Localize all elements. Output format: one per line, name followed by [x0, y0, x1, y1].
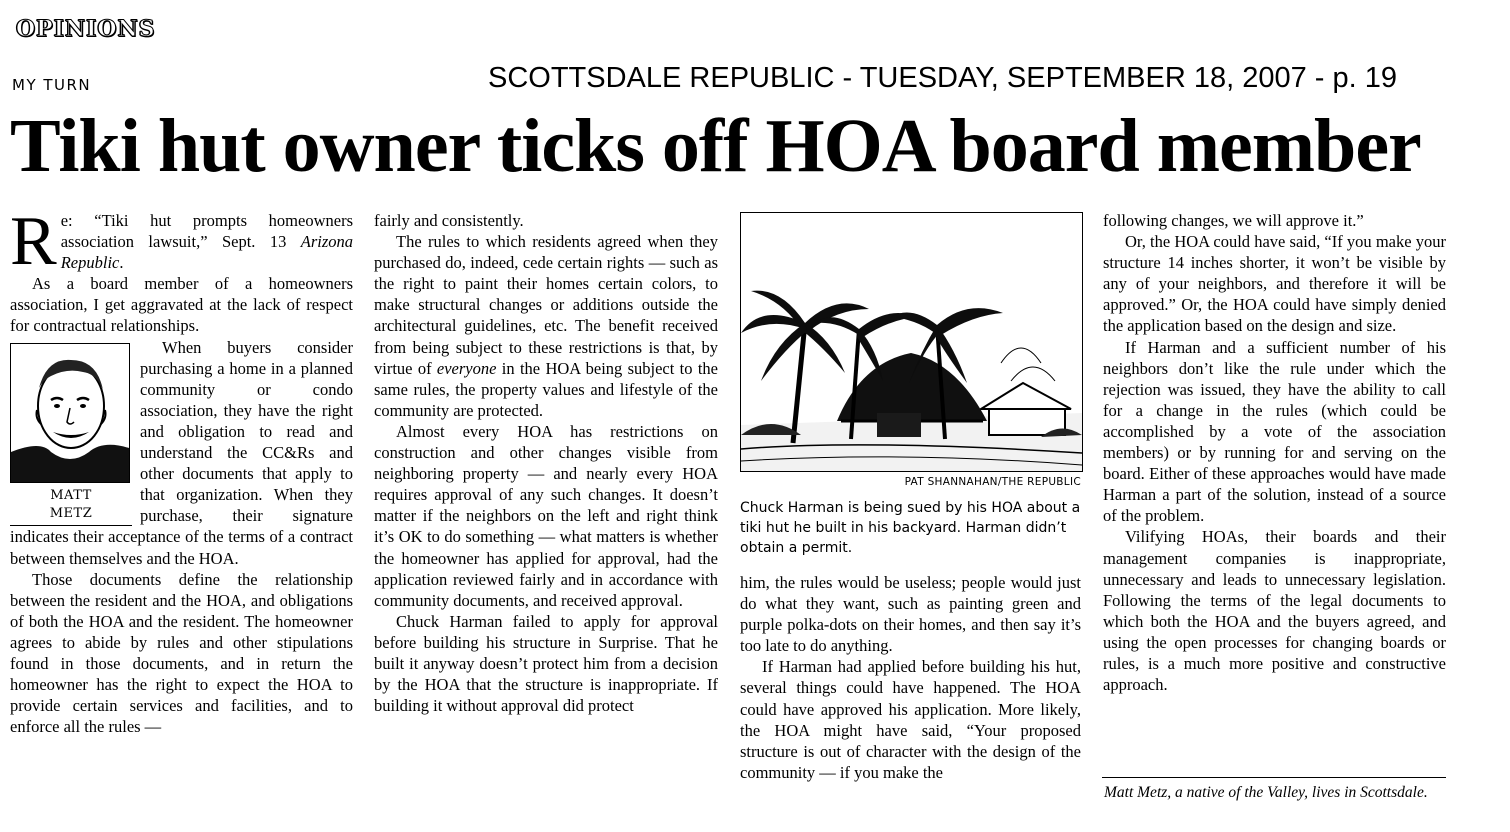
article-paragraph-3: Those documents define the relationship between the resident and the HOA, and obligations of both the HOA and the resident. The homeowner agrees to abide by rules and other stipulations found in those documents, and in return the homeowner has the right to expect the HOA to provide certain services and facilities, and to enforce all the rules —: [10, 569, 353, 737]
lead-publication: Arizona Republic: [60, 232, 353, 273]
paragraph-4-text: The rules to which residents agreed when they purchased do, indeed, cede certain rights — such as the right to paint their homes certain colors, to make structural changes or additions outside the architectural guidelines, etc. The benefit received from being subject to these restrictions is that, by virtue of: [374, 232, 718, 378]
bio-divider: [1102, 777, 1446, 778]
article-column-1: [10, 203, 353, 737]
lead-end: .: [119, 253, 124, 273]
headline: Tiki hut owner ticks off HOA board member: [10, 104, 1421, 188]
photo-caption: Chuck Harman is being sued by his HOA about a tiki hut he built in his backyard. Harman didn’t obtain a permit.: [740, 500, 1081, 556]
photo-credit: PAT SHANNAHAN/THE REPUBLIC: [904, 476, 1081, 488]
article-paragraph-7: If Harman had applied before building his hut, several things could have happened. The HOA could have approved his application. More likely, the HOA might have said, “Your proposed structure is out of character with the design of the community — if you make the: [740, 657, 1081, 782]
article-paragraph-6-continued: him, the rules would be useless; people would just do what they want, such as painting green and purple polka-dots on their homes, and then say it’s too late to do anything.: [740, 573, 1081, 656]
article-paragraph-8: Or, the HOA could have said, “If you make your structure 14 inches shorter, it won’t be visible by any of your neighbors, and therefore it will be approved.” Or, the HOA could have simply denied the application based on the design and size.: [1103, 232, 1446, 336]
article-paragraph-7-continued: following changes, we will approve it.”: [1103, 211, 1364, 230]
author-bio: Matt Metz, a native of the Valley, lives in Scottsdale.: [1104, 784, 1428, 801]
author-photo: [10, 343, 130, 483]
article-paragraph-10: Vilifying HOAs, their boards and their management companies is inappropriate, unnecessary and leads to unnecessary legislation. Following the terms of the legal documents to which both the HOA and the buyers agreed, and using the open processes for changing boards or rules, is a much more positive and constructive approach.: [1103, 527, 1446, 695]
lead-text: e: “Tiki hut prompts homeowners association lawsuit,” Sept. 13: [60, 211, 353, 252]
column-label: MY TURN: [12, 76, 92, 94]
article-paragraph-5: Almost every HOA has restrictions on construction and other changes visible from neighboring property — and nearly every HOA requires approval of any such changes. It doesn’t matter if the neighbors on the left and right think it’s OK to do something — what matters is whether the homeowner has applied for approval, had the application reviewed fairly and in accordance with community documents, and received approval.: [374, 421, 718, 610]
author-name: [10, 487, 132, 526]
author-portrait-image: [11, 344, 129, 482]
tiki-hut-image: [741, 213, 1082, 471]
author-mugshot: [10, 343, 132, 526]
section-kicker: OPINIONS: [16, 16, 156, 42]
article-column-4: [1103, 210, 1446, 695]
article-paragraph-3-continued: fairly and consistently.: [374, 211, 524, 230]
tiki-hut-photo: [740, 212, 1083, 472]
article-lead: [10, 203, 353, 280]
article-paragraph-9: If Harman and a sufficient number of his neighbors don’t like the rule under which the rejection was issued, they have the ability to call for a change in the rules (which could be accomplished by a vote of the association members) or by running for and serving on the board. Either of these approaches would have made Harman a part of the solution, instead of a source of the problem.: [1103, 337, 1446, 526]
paragraph-4-end: in the HOA being subject to the same rules, the property values and lifestyle of the community are protected.: [374, 358, 719, 420]
article-paragraph-1: As a board member of a homeowners association, I get aggravated at the lack of respect for contractual relationships.: [10, 274, 353, 336]
author-last-name: METZ: [49, 505, 93, 521]
drop-cap: R: [10, 203, 57, 280]
paragraph-4-emphasis: everyone: [436, 358, 497, 378]
article-paragraph-4: [374, 231, 718, 421]
dateline: SCOTTSDALE REPUBLIC - TUESDAY, SEPTEMBER 18, 2007 - p. 19: [488, 62, 1397, 94]
article-paragraph-6: Chuck Harman failed to apply for approval before building his structure in Surprise. That he built it anyway doesn’t protect him from a decision by the HOA that the structure is inappropriate. If building it without approval did protect: [374, 611, 718, 716]
article-paragraph-2: When buyers consider purchasing a home in a planned community or condo association, they have the right and obligation to read and understand the CC&Rs and other documents that apply to that organization. When they purchase, their signature indicates their acceptance of the terms of a contract between themselves and the HOA.: [10, 337, 353, 568]
author-first-name: MATT: [50, 487, 92, 503]
article-column-2: [374, 210, 718, 716]
article-column-3: [740, 572, 1081, 783]
